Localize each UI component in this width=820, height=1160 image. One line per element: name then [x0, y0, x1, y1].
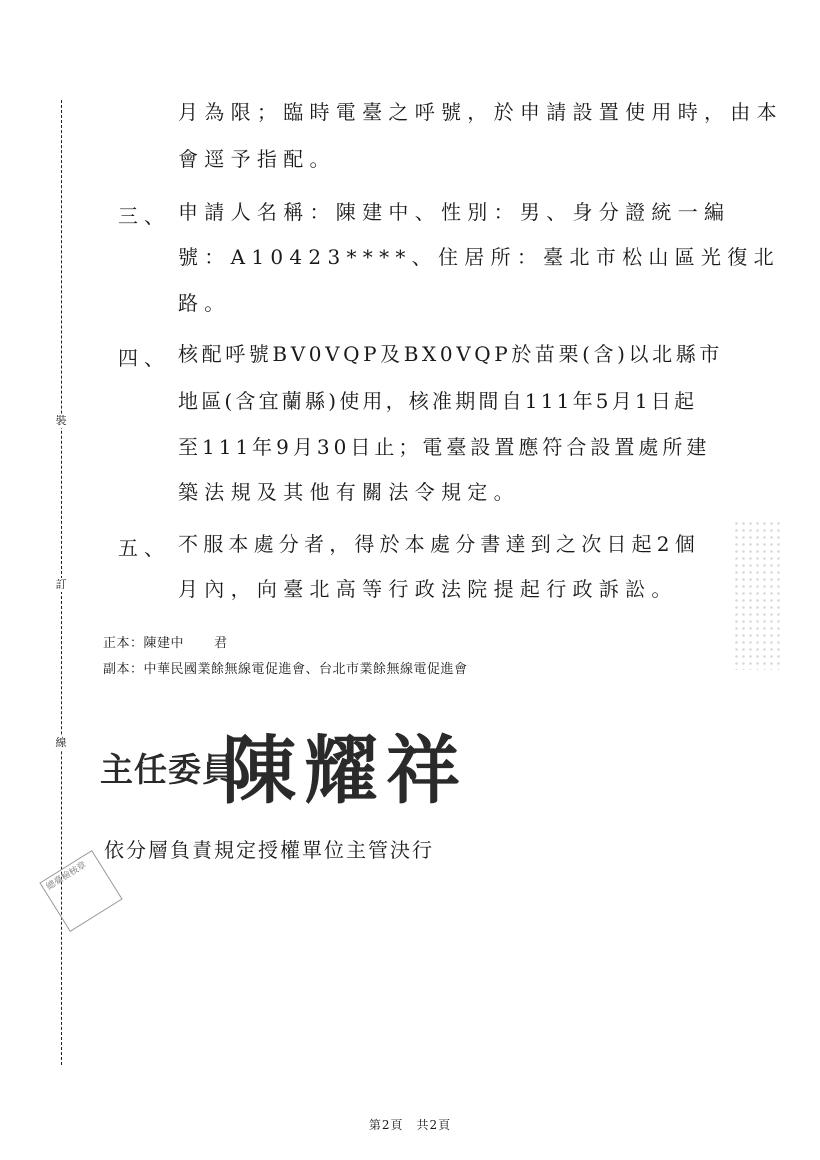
- signature-title: 主任委員: [100, 750, 236, 789]
- body-line: 地區(含宜蘭縣)使用，核准期間自111年5月1日起: [178, 389, 698, 413]
- signature-name: 陳耀祥: [222, 728, 468, 814]
- delegation-note: 依分層負責規定授權單位主管決行: [104, 838, 434, 862]
- item-number-5: 五、: [118, 536, 170, 560]
- stamp-text: 總臺檢核章: [44, 860, 89, 893]
- body-line: 路。: [178, 291, 231, 315]
- page-number: 第2頁 共2頁: [368, 1118, 452, 1132]
- original-recipient: [103, 636, 228, 652]
- binding-mark-xian: 線: [53, 736, 69, 750]
- original-label: 正本：: [103, 636, 144, 651]
- body-line: 月內，向臺北高等行政法院提起行政訴訟。: [178, 577, 678, 601]
- body-line: 會逕予指配。: [178, 147, 336, 171]
- body-line: 申請人名稱：陳建中、性別：男、身分證統一編: [178, 200, 731, 224]
- binding-mark-ding: 訂: [53, 578, 69, 592]
- original-suffix: 君: [214, 636, 228, 651]
- item-number-3: 三、: [118, 204, 170, 228]
- body-line: 核配呼號BV0VQP及BX0VQP於苗栗(含)以北縣市: [178, 342, 723, 366]
- item-number-4: 四、: [118, 346, 170, 370]
- body-line: 不服本處分者，得於本處分書達到之次日起2個: [178, 532, 700, 556]
- copy-label: 副本：: [103, 662, 144, 677]
- copy-recipients: [103, 662, 468, 678]
- original-name: 陳建中: [143, 636, 185, 651]
- body-line: 至111年9月30日止；電臺設置應符合設置處所建: [178, 435, 711, 459]
- body-line: 月為限；臨時電臺之呼號，於申請設置使用時，由本: [178, 100, 783, 124]
- body-line: 號：A10423****、住居所：臺北市松山區光復北: [178, 245, 780, 269]
- background-dot-pattern: [733, 520, 783, 670]
- binding-mark-zhuang: 裝: [53, 414, 69, 428]
- body-line: 築法規及其他有關法令規定。: [178, 480, 520, 504]
- copy-names: 中華民國業餘無線電促進會、台北市業餘無線電促進會: [143, 662, 468, 677]
